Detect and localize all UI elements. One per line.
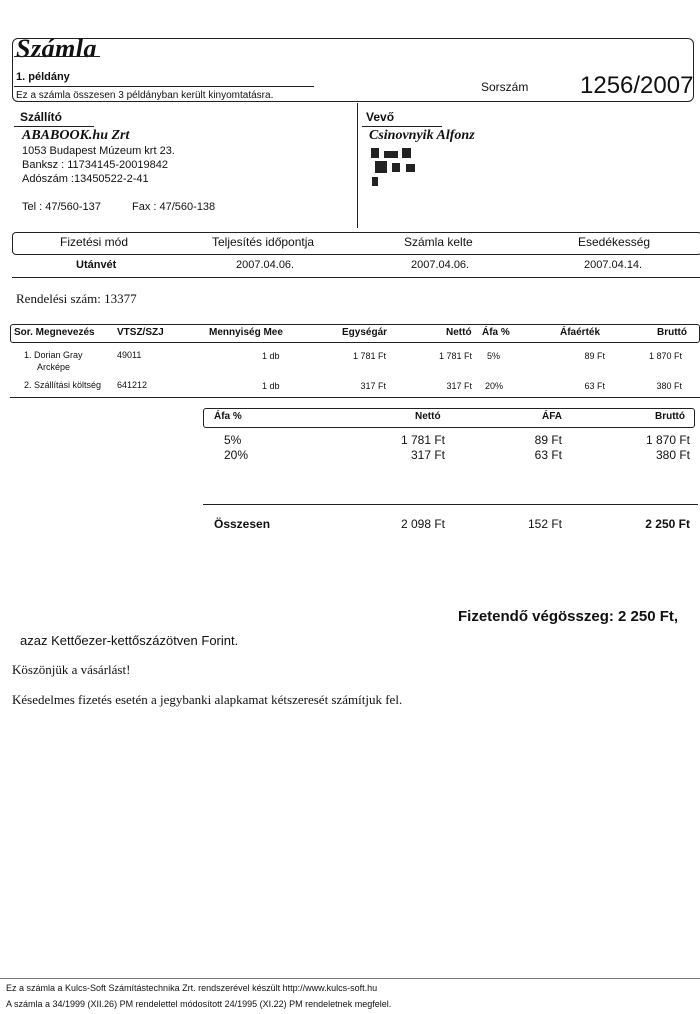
vat-summary-header-rate: Áfa % [214, 411, 242, 422]
copy-note-divider [14, 86, 314, 87]
item-net: 1 781 Ft [438, 351, 472, 361]
vat-summary-net: 317 Ft [410, 448, 445, 462]
item-qty: 1 db [262, 381, 280, 391]
item-vat-rate: 5% [487, 351, 501, 361]
items-header-vat-rate: Áfa % [482, 327, 510, 338]
item-vat: 89 Ft [584, 351, 605, 361]
items-header-unit-price: Egységár [342, 327, 388, 338]
vat-summary-header-gross: Bruttó [655, 411, 685, 422]
seller-label: Szállító [20, 110, 63, 124]
due-date: 2007.04.14. [584, 259, 643, 271]
item-code: 49011 [117, 350, 142, 360]
vat-summary-rate: 5% [224, 433, 242, 447]
vat-summary-vat: 89 Ft [534, 433, 562, 447]
buyer-label: Vevő [366, 110, 395, 124]
footer-rule [0, 978, 700, 979]
items-header-qty: Mennyiség Mee [209, 327, 283, 338]
items-header-code: VTSZ/SZJ [117, 327, 164, 338]
title-underline [14, 56, 100, 57]
payment-divider [12, 277, 700, 278]
vat-summary-rule [203, 504, 698, 505]
copy-label: 1. példány [16, 71, 70, 83]
seller-address: 1053 Budapest Múzeum krt 23. [22, 145, 175, 157]
vat-summary-total-label: Összesen [214, 517, 271, 531]
vat-summary-vat: 63 Ft [534, 448, 562, 462]
payment-method: Utánvét [76, 259, 117, 271]
items-bottom-rule [10, 397, 700, 398]
item-name: 2. Szállítási költség [24, 380, 102, 390]
item-vat: 63 Ft [584, 381, 605, 391]
items-header-gross: Bruttó [657, 327, 687, 338]
item-net: 317 Ft [446, 381, 472, 391]
footer-software-note: Ez a számla a Kulcs-Soft Számítástechnika Zrt. rendszerével készült http://www.kulcs-soft.hu [6, 983, 378, 993]
seller-phone: Tel : 47/560-137 [22, 201, 101, 213]
fulfillment-date-header: Teljesítés időpontja [212, 235, 315, 249]
buyer-label-rule [362, 126, 442, 127]
vat-summary-net: 1 781 Ft [400, 433, 445, 447]
redacted-address [375, 161, 387, 173]
vat-summary-gross: 380 Ft [655, 448, 690, 462]
item-name-continued: Arcképe [37, 362, 71, 372]
late-payment-note: Késedelmes fizetés esetén a jegybanki alapkamat kétszeresét számítjuk fel. [12, 692, 403, 707]
items-header-vat: Áfaérték [560, 327, 601, 338]
redacted-address [372, 177, 378, 186]
vat-summary-rate: 20% [224, 448, 249, 462]
item-unit-price: 1 781 Ft [352, 351, 386, 361]
seller-fax: Fax : 47/560-138 [132, 201, 216, 213]
payment-method-header: Fizetési mód [60, 235, 129, 249]
redacted-address [384, 151, 398, 158]
item-code: 641212 [117, 380, 148, 390]
item-unit-price: 317 Ft [360, 381, 386, 391]
invoice-title: Számla [16, 34, 98, 63]
redacted-address [392, 163, 400, 172]
vat-summary-gross: 1 870 Ft [645, 433, 690, 447]
vat-summary-header-box [203, 408, 695, 428]
item-gross: 1 870 Ft [648, 351, 682, 361]
copy-note: Ez a számla összesen 3 példányban került kinyomtatásra. [16, 90, 274, 101]
due-date-header: Esedékesség [578, 235, 651, 249]
vat-summary-header-vat: ÁFA [542, 411, 562, 422]
invoice-number: 1256/2007 [580, 72, 694, 99]
grand-total: Fizetendő végösszeg: 2 250 Ft, [458, 608, 679, 625]
thanks-note: Köszönjük a vásárlást! [12, 662, 131, 677]
items-header-net: Nettó [446, 327, 472, 338]
vat-summary-total-net: 2 098 Ft [400, 517, 445, 531]
vat-summary-total-gross: 2 250 Ft [645, 517, 690, 531]
seller-bank: Banksz : 11734145-20019842 [22, 159, 168, 171]
invoice-date-header: Számla kelte [404, 235, 473, 249]
redacted-address [371, 148, 379, 158]
buyer-name: Csinovnyik Alfonz [369, 128, 475, 143]
seller-label-rule [14, 126, 94, 127]
seller-tax-id: Adószám :13450522-2-41 [22, 173, 149, 185]
vat-summary-total-vat: 152 Ft [527, 517, 562, 531]
order-number: Rendelési szám: 13377 [16, 291, 137, 306]
item-name: 1. Dorian Gray [24, 350, 83, 360]
party-divider [357, 103, 358, 228]
redacted-address [402, 148, 411, 158]
seller-name: ABABOOK.hu Zrt [22, 128, 130, 143]
fulfillment-date: 2007.04.06. [236, 259, 295, 271]
item-qty: 1 db [262, 351, 280, 361]
vat-summary-header-net: Nettó [415, 411, 441, 422]
invoice-number-label: Sorszám [481, 80, 529, 94]
item-vat-rate: 20% [485, 381, 504, 391]
amount-in-words: azaz Kettőezer-kettőszázötven Forint. [20, 633, 239, 648]
redacted-address [406, 164, 415, 172]
invoice-date: 2007.04.06. [411, 259, 470, 271]
items-header-name: Sor. Megnevezés [14, 327, 95, 338]
item-gross: 380 Ft [656, 381, 682, 391]
footer-legal-note: A számla a 34/1999 (XII.26) PM rendelettel módosított 24/1995 (XI.22) PM rendeletnek megfelel. [6, 999, 392, 1009]
